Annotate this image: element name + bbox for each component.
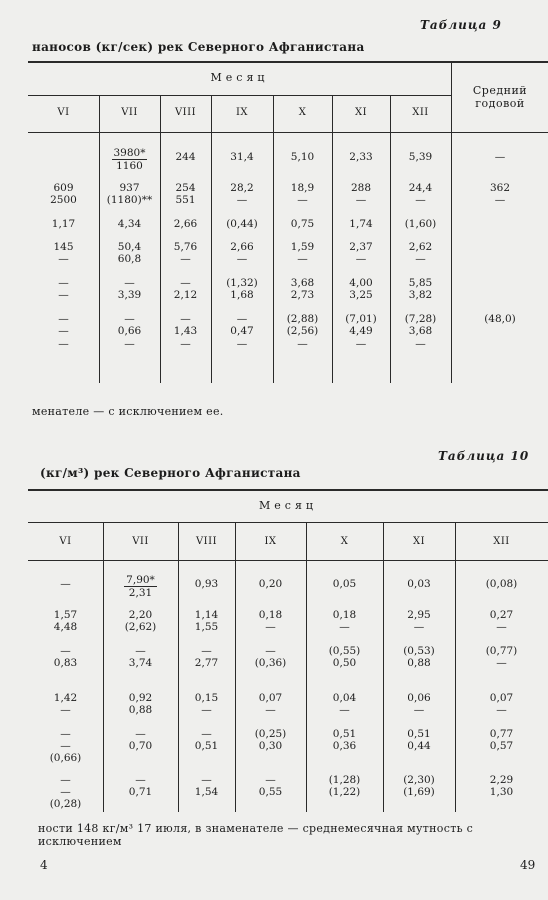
- table9-cell-r2-x: 0,75: [290, 218, 315, 230]
- table9-cell-r5-viii: — 1,43: [173, 313, 198, 337]
- table9-cell-r2-vi: 1,17: [51, 218, 76, 230]
- table10-col-vi: VI: [59, 536, 72, 547]
- table9-cell-r3-ix: 2,66 —: [230, 241, 254, 265]
- table10-cell-r3-xii: 0,07 —: [489, 692, 514, 716]
- table10-cell-r1-viii: 1,14 1,55: [194, 609, 219, 633]
- table10-cell-r1-x: 0,18 —: [332, 609, 357, 633]
- table9-cell-r0-avg: —: [494, 151, 506, 163]
- table9-cell-r3-vi: 145 —: [53, 241, 74, 265]
- table9-cell-numerator: 3980*: [113, 147, 146, 159]
- table10-title: Таблица 10: [438, 449, 530, 463]
- table10-cell-r5-xii: 2,29 1,30: [489, 774, 514, 798]
- table10-cell-r3-x: 0,04 —: [332, 692, 357, 716]
- table10-cell-r5-viii: — 1,54: [194, 774, 219, 798]
- table10-cell-r4-vi: — — (0,66): [49, 728, 82, 764]
- table9-cell-r1-viii: 254 551: [175, 182, 196, 206]
- table9-cell-r3-x: 1,59 —: [290, 241, 315, 265]
- table10-cell-r4-ix: (0,25) 0,30: [254, 728, 287, 752]
- table9-cell-r2-viii: 2,66: [173, 218, 198, 230]
- table10-cell-r1-vi: 1,57 4,48: [53, 609, 78, 633]
- table9-cell-r6-ix: —: [236, 338, 248, 350]
- table10-cell-r2-vi: — 0,83: [53, 645, 78, 669]
- table9-cell-r4-vi: — —: [58, 277, 69, 301]
- table9-cell-r6-x: —: [297, 338, 308, 350]
- table10-cell-r2-viii: — 2,77: [194, 645, 219, 669]
- table9-cell-r1-xi: 288 —: [350, 182, 372, 206]
- table10-cell-r5-ix: — 0,55: [258, 774, 283, 798]
- table9-cell-r5-x: (2,88) (2,56): [286, 313, 319, 337]
- table9-cell-r2-xii: (1,60): [404, 218, 437, 230]
- table10-cell-r0-vii: [103, 574, 178, 599]
- table9-cell-r5-xii: (7,28) 3,68: [404, 313, 437, 337]
- table9-subtitle: наносов (кг/сек) рек Северного Афганистана: [32, 40, 365, 54]
- table10-col-x: X: [340, 536, 349, 547]
- table9-cell-r0-viii: 244: [175, 151, 196, 163]
- table9-cell-r1-vii: 937 (1180)**: [106, 182, 153, 206]
- table10-cell-r4-viii: — 0,51: [194, 728, 219, 752]
- table9-cell-r1-vi: 609 2500: [50, 182, 77, 206]
- table9-cell-r1-x: 18,9 —: [290, 182, 315, 206]
- table9-cell-r4-xii: 5,85 3,82: [408, 277, 433, 301]
- table9-col-xii: XII: [412, 107, 429, 118]
- table9-col-xi: XI: [354, 107, 368, 118]
- table9-cell-r0-ix: 31,4: [230, 151, 254, 163]
- table9-cell-r0-vii: [99, 147, 160, 172]
- table10-cell-r3-vii: 0,92 0,88: [128, 692, 153, 716]
- table10-cell-r2-xi: (0,53) 0,88: [403, 645, 435, 669]
- table9-cell-r4-ix: (1,32) 1,68: [226, 277, 258, 301]
- table9-cell-r4-vii: — 3,39: [117, 277, 142, 301]
- table9-cell-r6-xi: —: [355, 338, 367, 350]
- table9-cell-r5-vii: — 0,66: [117, 313, 142, 337]
- table9-cell-r4-viii: — 2,12: [173, 277, 198, 301]
- table10-col-viii: VIII: [195, 536, 218, 547]
- table10-col-ix: IX: [264, 536, 277, 547]
- table9-cell-r1-avg: 362 —: [489, 182, 511, 206]
- table9-cell-r6-vi: —: [58, 338, 69, 350]
- table10-subtitle: (кг/м³) рек Северного Афганистана: [40, 466, 301, 480]
- table9-cell-r0-xii: 5,39: [408, 151, 433, 163]
- table9-title: Таблица 9: [420, 18, 502, 32]
- table9-cell-r5-vi: — —: [58, 313, 69, 337]
- table9-cell-r3-viii: 5,76 —: [173, 241, 198, 265]
- table10-cell-r4-x: 0,51 0,36: [332, 728, 357, 752]
- table9-cell-r4-xi: 4,00 3,25: [349, 277, 373, 301]
- table10-cell-r4-xi: 0,51 0,44: [407, 728, 431, 752]
- table10-cell-r4-vii: — 0,70: [128, 728, 153, 752]
- table9-cell-r6-vii: —: [124, 338, 135, 350]
- table9-cell-r2-ix: (0,44): [226, 218, 258, 230]
- table10-cell-r4-xii: 0,77 0,57: [489, 728, 514, 752]
- table9-cell-r1-xii: 24,4 —: [408, 182, 433, 206]
- table10-cell-r0-xi: 0,03: [407, 578, 431, 590]
- table9-cell-r0-x: 5,10: [290, 151, 315, 163]
- table10-cell-r2-xii: (0,77) —: [485, 645, 518, 669]
- table10-month-header: Месяц: [259, 499, 317, 512]
- table9-month-header: Месяц: [210, 71, 269, 84]
- table10-cell-r0-x: 0,05: [332, 578, 357, 590]
- table10-cell-r1-xii: 0,27 —: [489, 609, 514, 633]
- table10-cell-r0-xii: (0,08): [485, 578, 518, 590]
- table10-cell-r0-ix: 0,20: [258, 578, 283, 590]
- table9-cell-r3-xii: 2,62 —: [408, 241, 433, 265]
- table10-cell-r5-x: (1,28) (1,22): [328, 774, 361, 798]
- table9-cell-r3-vii: 50,4 60,8: [117, 241, 142, 265]
- table10-cell-r2-vii: — 3,74: [128, 645, 153, 669]
- table10-footnote: ности 148 кг/м³ 17 июля, в знаменателе — среднемесячная мутность с исключением: [38, 822, 474, 848]
- table9-footnote: менателе — с исключением ее.: [32, 405, 224, 418]
- table9-avg-header-1: Средний: [472, 84, 528, 97]
- table9-cell-r5-avg: (48,0): [484, 313, 516, 325]
- table10-col-xii: XII: [493, 536, 510, 547]
- table9-cell-r6-viii: —: [180, 338, 191, 350]
- table10-cell-r3-ix: 0,07 —: [258, 692, 283, 716]
- table10-cell-r2-ix: — (0,36): [254, 645, 287, 669]
- page-number-left: 4: [40, 858, 48, 872]
- table9-col-x: X: [298, 107, 307, 118]
- table9-cell-denominator: 1160: [116, 160, 143, 172]
- table9-col-ix: IX: [235, 107, 249, 118]
- table9-cell-r4-x: 3,68 2,73: [290, 277, 315, 301]
- table10-cell-r0-vi: —: [60, 578, 71, 590]
- table9-col-vi: VI: [57, 107, 70, 118]
- table10-cell-r2-x: (0,55) 0,50: [328, 645, 361, 669]
- table9-col-viii: VIII: [174, 107, 197, 118]
- table10-cell-r1-ix: 0,18 —: [258, 609, 283, 633]
- table10-cell-r5-vii: — 0,71: [128, 774, 153, 798]
- table10-cell-r1-xi: 2,95 —: [407, 609, 431, 633]
- table10-cell-r5-xi: (2,30) (1,69): [403, 774, 435, 798]
- table9-col-vii: VII: [121, 107, 138, 118]
- table9-cell-r5-xi: (7,01) 4,49: [345, 313, 377, 337]
- page-number-right: 49: [520, 858, 536, 872]
- table10-col-xi: XI: [412, 536, 426, 547]
- table10-cell-r5-vi: — — (0,28): [49, 774, 82, 810]
- table10-cell-r3-viii: 0,15 —: [194, 692, 219, 716]
- table9-cell-r0-xi: 2,33: [349, 151, 373, 163]
- table9-cell-r2-vii: 4,34: [117, 218, 142, 230]
- table10-cell-r0-viii: 0,93: [194, 578, 219, 590]
- table9-cell-r6-xii: —: [415, 338, 426, 350]
- table10-cell-r3-xi: 0,06 —: [407, 692, 431, 716]
- table9-cell-r3-xi: 2,37 —: [349, 241, 373, 265]
- table9-avg-header-2: годовой: [475, 97, 525, 110]
- table10-cell-r1-vii: 2,20 (2,62): [124, 609, 157, 633]
- table10-cell-numerator: 7,90*: [126, 574, 155, 586]
- table9-cell-r2-xi: 1,74: [349, 218, 373, 230]
- table10-col-vii: VII: [132, 536, 149, 547]
- table9-cell-r5-ix: — 0,47: [230, 313, 254, 337]
- table9-cell-r1-ix: 28,2 —: [230, 182, 254, 206]
- table10-cell-r3-vi: 1,42 —: [53, 692, 78, 716]
- table10-cell-denominator: 2,31: [128, 587, 153, 599]
